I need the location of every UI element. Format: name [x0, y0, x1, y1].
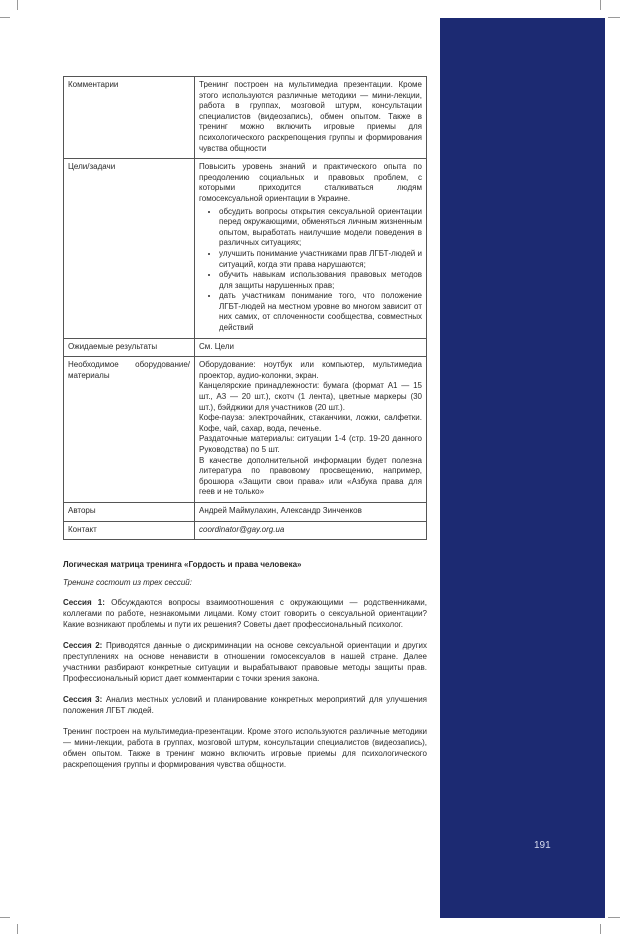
- section-intro: Тренинг состоит из трех сессий:: [63, 578, 192, 588]
- crop-mark: [608, 917, 620, 918]
- materials-paragraph: Канцелярские принадлежности: бумага (формат А1 — 15 шт., А3 — 20 шт.), скотч (1 лента), цветные маркеры (30 шт.), бэйджики для участников (20 шт.).: [199, 381, 422, 412]
- goals-intro: Повысить уровень знаний и практического опыта по преодолению социальных и правовых проблем, с которыми приходится сталкиваться людям гомосексуальной ориентации в Украине.: [199, 162, 422, 203]
- table-row: [64, 502, 427, 521]
- session-text: Приводятся данные о дискриминации на основе сексуальной ориентации и других преступлениях на основе ненависти в отношении гомосексуалов в нашей стране. Далее участники разбирают конкретные ситуации и вырабатывают правовые методы защиты прав. Профессиональный юрист дает комментарии с точки зрения закона.: [63, 641, 428, 684]
- row-label: Авторы: [64, 502, 195, 521]
- materials-paragraph: В качестве дополнительной информации будет полезна литература по правовому просвещению, например, брошюра «Защити свои права» или «Азбука права для геев и не только»: [199, 455, 422, 497]
- table-row: [64, 159, 427, 339]
- crop-mark: [0, 17, 10, 18]
- session-label: Сессия 2:: [63, 641, 103, 651]
- session-label: Сессия 3:: [63, 695, 103, 705]
- closing-paragraph: Тренинг построен на мультимедиа-презентации. Кроме этого используются различные методики — мини-лекции, работа в группах, мозговой штурм, консультации специалистов (видеозапись), обмен опытом. Также в тренинг можно включить игровые приемы для психологического раскрепощения группы и формирования чувства общности.: [63, 727, 427, 770]
- crop-mark: [17, 0, 18, 10]
- row-label: Цели/задачи: [64, 159, 195, 339]
- list-item: • дать участникам понимание того, что положение ЛГБТ-людей на местном уровне во многом зависит от них самих, от сплоченности сообщества, совместных действий: [219, 291, 422, 333]
- materials-paragraph: Оборудование: ноутбук или компьютер, мультимедиа проектор, аудио-колонки, экран.: [199, 360, 422, 380]
- crop-mark: [600, 0, 601, 10]
- crop-mark: [600, 924, 601, 934]
- session-label: Сессия 1:: [63, 598, 105, 608]
- table-row: [64, 77, 427, 159]
- row-value: Андрей Маймулахин, Александр Зинченков: [195, 502, 427, 521]
- session-text: Обсуждаются вопросы взаимоотношения с окружающими — родственниками, коллегами по работе, незнакомыми лицами. Кому стоит говорить о сексуальной ориентации? Какие возникают проблемы и пути их решения? Советы дает профессиональный психолог.: [63, 598, 427, 630]
- table-row: [64, 338, 427, 357]
- section-title: Логическая матрица тренинга «Гордость и права человека»: [63, 560, 302, 570]
- materials-paragraph: Кофе-пауза: электрочайник, стаканчики, ложки, салфетки. Кофе, чай, сахар, вода, печенье.: [199, 413, 422, 433]
- contact-email[interactable]: coordinator@gay.org.ua: [195, 521, 427, 540]
- crop-mark: [608, 17, 620, 18]
- list-item: • обучить навыкам использования правовых методов для защиты нарушенных прав;: [219, 270, 422, 291]
- training-info-table: [63, 76, 427, 540]
- row-value: См. Цели: [195, 338, 427, 357]
- sidebar-band: [440, 18, 605, 918]
- row-label: Ожидаемые результаты: [64, 338, 195, 357]
- main-content: [63, 76, 427, 770]
- list-item: • обсудить вопросы открытия сексуальной ориентации перед окружающими, обменяться личным жизненным опытом, выработать наилучшие модели поведения в различных ситуациях;: [219, 207, 422, 249]
- table-row: [64, 357, 427, 503]
- session-paragraph: [63, 640, 427, 684]
- row-value: [195, 357, 427, 503]
- session-paragraph: [63, 694, 427, 716]
- row-value: Тренинг построен на мультимедиа презентации. Кроме этого используются различные методики — мини-лекции, работа в группах, мозговой штурм, консультации специалистов (видеозапись), обмен опытом. Также в тренинг можно включить игровые приемы для психологического раскрепощения группы и формирования чувства общности: [195, 77, 427, 159]
- goals-list: [199, 207, 422, 334]
- row-label: Контакт: [64, 521, 195, 540]
- list-item: • улучшить понимание участниками прав ЛГБТ-людей и ситуаций, когда эти права нарушаются;: [219, 249, 422, 270]
- materials-paragraph: Раздаточные материалы: ситуации 1-4 (стр. 19-20 данного Руководства) по 5 шт.: [199, 434, 422, 454]
- row-label: Необходимое оборудование/материалы: [64, 357, 195, 503]
- row-value: [195, 159, 427, 339]
- crop-mark: [0, 917, 10, 918]
- session-text: Анализ местных условий и планирование конкретных мероприятий для улучшения положения ЛГБТ людей.: [63, 695, 428, 716]
- table-row: [64, 521, 427, 540]
- page-number: 191: [534, 840, 551, 851]
- session-paragraph: [63, 597, 427, 630]
- row-label: Комментарии: [64, 77, 195, 159]
- crop-mark: [17, 924, 18, 934]
